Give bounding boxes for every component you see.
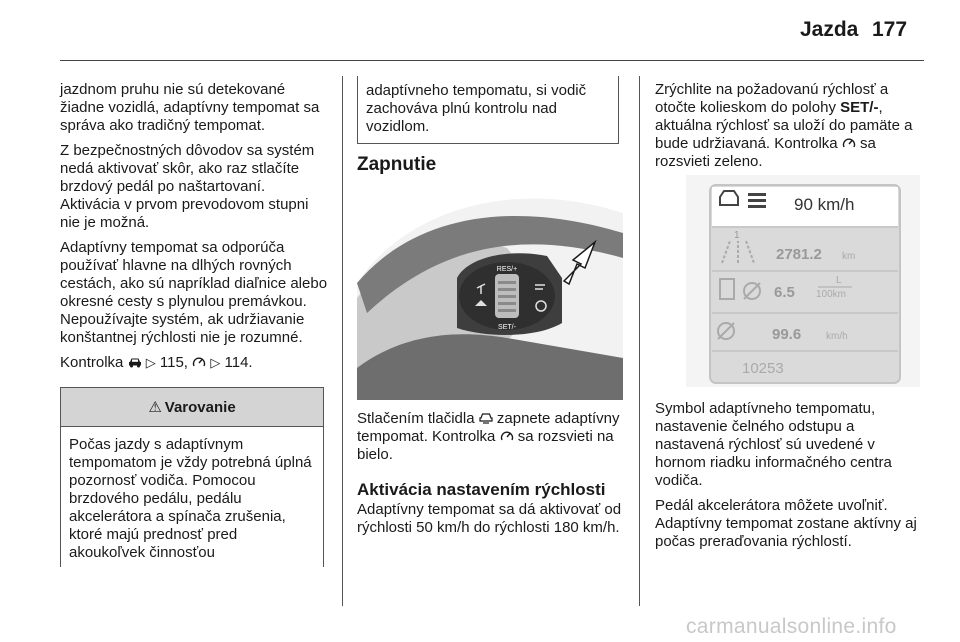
column-right: Zrýchlite na požadovanú rýchlosť a otočte kolieskom do polohy SET/-, aktuálna rýchlosť sa uloží do pamäte a bude udržiavaná. Kontrolka sa rozsvieti zeleno.: [655, 81, 913, 170]
cruise-control-icon: [842, 137, 856, 149]
trip-unit: km: [842, 251, 856, 262]
driver-info-display-image: [686, 175, 920, 387]
reference-arrow-icon: ▷: [210, 355, 221, 370]
steering-wheel-image: [357, 188, 623, 400]
zapnutie-text: Stlačením tlačidla zapnete adaptívny tempomat. Kontrolka sa rozsvieti na bielo.: [357, 410, 620, 463]
section-title: Jazda: [800, 18, 859, 41]
warning-header: [61, 387, 323, 427]
paragraph: Z bezpečnostných dôvodov sa systém nedá aktivovať skôr, ako raz stlačíte brzdový pedál po naštartovaní. Aktivácia v prvom prevodovom stupni nie je možná.: [60, 142, 315, 231]
fuel-unit-bottom: 100km: [816, 289, 847, 300]
warning-continuation: adaptívneho tempomatu, si vodič zachováva plnú kontrolu nad vozidlom.: [357, 76, 619, 144]
warning-body: Počas jazdy s adaptívnym tempomatom je vždy potrebná úplná pozornosť vodiča. Pomocou brzdového pedálu, pedálu akcelerátora a spínača zrušenia, ktoré majú prednosť pred akoukoľvek činnosťou: [69, 436, 312, 561]
trip-distance: 2781.2: [776, 246, 822, 263]
set-speed: 90 km/h: [794, 195, 855, 214]
heading-zapnutie: Zapnutie: [357, 154, 437, 175]
average-speed: 99.6: [772, 326, 802, 343]
column-left: [60, 81, 328, 379]
average-fuel: 6.5: [774, 284, 795, 301]
button-res-label: RES/+: [496, 266, 518, 273]
fuel-unit-top: L: [836, 275, 842, 286]
warning-title: Varovanie: [164, 398, 236, 416]
watermark: carmanualsonline.info: [686, 615, 897, 638]
odometer: 10253: [742, 360, 784, 377]
set-label: SET/-: [840, 99, 879, 116]
cross-reference: Kontrolka ▷ 115, ▷ 114.: [60, 354, 253, 371]
paragraph: Adaptívny tempomat sa odporúča používať hlavne na dlhých rovných cestách, ako sú napríklad diaľnice alebo okresné cesty s plynulou premávkou. Nepoužívajte systém, ak udržiavanie konštantnej rýchlosti nie je rozumné.: [60, 239, 328, 346]
column-divider: [639, 76, 640, 606]
cruise-control-icon: [192, 356, 206, 368]
page-number: 177: [872, 18, 908, 41]
header-rule: [60, 60, 924, 61]
speed-unit: km/h: [826, 331, 848, 342]
button-set-label: SET/-: [498, 324, 516, 331]
warning-box: [60, 387, 324, 567]
lane-number: 1: [734, 230, 740, 241]
column-divider: [342, 76, 343, 606]
heading-aktivacia: Aktivácia nastavením rýchlosti: [357, 480, 606, 499]
cruise-car-icon: [479, 412, 493, 424]
aktivacia-text: Adaptívny tempomat sa dá aktivovať od rýchlosti 50 km/h do rýchlosti 180 km/h.: [357, 501, 622, 536]
car-icon: [128, 357, 142, 368]
reference-arrow-icon: ▷: [145, 355, 156, 370]
page-header: [0, 0, 960, 60]
column-right-lower: Symbol adaptívneho tempomatu, nastavenie čelného odstupu a nastavená rýchlosť sú uvedené v hornom riadku informačného centra vodiča. Pedál akcelerátora môžete uvoľniť. Adaptívny tempomat zostane aktívny aj počas preraďovania rýchlostí.: [655, 400, 917, 550]
cruise-control-icon: [500, 430, 514, 442]
warning-triangle-icon: ⚠: [148, 399, 162, 416]
paragraph: jazdnom pruhu nie sú detekované žiadne vozidlá, adaptívny tempomat sa správa ako tradičný tempomat.: [60, 81, 320, 134]
